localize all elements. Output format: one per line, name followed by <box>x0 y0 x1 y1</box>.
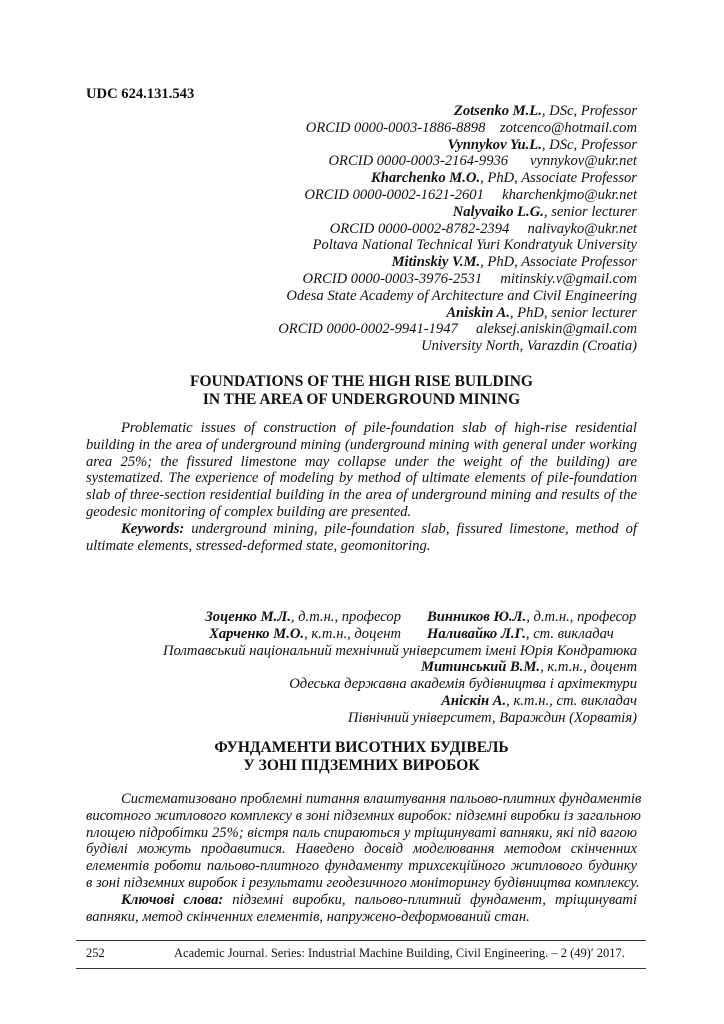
author-line <box>163 659 637 676</box>
udc-code: UDC 624.131.543 <box>86 86 195 102</box>
author-detail-line: ORCID 0000-0002-9941-1947 aleksej.aniskin@gmail.com <box>278 321 637 338</box>
keywords-label: Keywords: <box>121 520 185 537</box>
abstract-line: елементів роботи пальово-плитного фундаменту трихсекційного житлового будинку <box>86 858 637 875</box>
abstract-line: geodesic monitoring of complex building are presented. <box>86 503 412 520</box>
abstract-line: площею підробітки 25%; вістря паль спираються у тріщинуваті вапняки, які під вагою <box>86 824 637 841</box>
page-number: 252 <box>86 946 105 960</box>
author-title: , д.т.н., професор <box>290 609 401 625</box>
author-name: Винников Ю.Л. <box>427 609 527 625</box>
author-name: Харченко М.О. <box>209 625 305 642</box>
author-detail-line: ORCID 0000-0003-1886-8898 zotcenco@hotmail.com <box>305 119 637 136</box>
authors-ua <box>163 609 637 727</box>
author-title: , ст. викладач <box>525 625 614 642</box>
author-title: , к.т.н., ст. викладач <box>506 692 637 709</box>
keywords-line: вапняки, метод скінченних елементів, напружено-деформований стан. <box>86 908 530 925</box>
author-line <box>278 305 637 322</box>
title-ua <box>86 739 637 775</box>
abstract-line: висотного житлового комплексу в зоні підземних виробок: підземні виробки із загальною <box>86 807 641 824</box>
author-detail-line: University North, Varazdin (Croatia) <box>421 338 637 355</box>
author-title: , senior lecturer <box>543 203 637 220</box>
author-title: , PhD, Associate Professor <box>480 170 637 187</box>
title-line: FOUNDATIONS OF THE HIGH RISE BUILDING <box>190 373 533 390</box>
author-title: , д.т.н., професор <box>526 609 637 625</box>
author-name: Аніскін А. <box>441 692 507 709</box>
author-name: Mitinskiy V.M. <box>391 254 481 271</box>
author-detail-line: ORCID 0000-0003-2164-9936 vynnykov@ukr.net <box>328 153 637 170</box>
abstract-line: area 25%; the fissured limestone may collapse under the weight of the building) are <box>86 453 637 470</box>
title-en <box>86 373 637 409</box>
abstract-ua <box>86 791 642 925</box>
abstract-en <box>86 420 637 554</box>
author-name: Kharchenko M.O. <box>371 170 481 187</box>
affiliation: Одеська державна академія будівництва і архітектури <box>289 676 637 693</box>
author-name: Vynnykov Yu.L. <box>447 136 542 153</box>
author-line <box>278 254 637 271</box>
keywords-line: ultimate elements, stressed-deformed state, geomonitoring. <box>86 537 431 554</box>
author-detail-line: Poltava National Technical Yuri Kondratyuk University <box>312 237 637 254</box>
author-line <box>278 170 637 187</box>
author-title: , к.т.н., доцент <box>540 659 637 676</box>
abstract-line: slab of three-section residential building in the area of underground mining and results of the <box>86 487 637 504</box>
affiliation: Північний університет, Вараждин (Хорватія) <box>347 709 637 726</box>
title-line: IN THE AREA OF UNDERGROUND MINING <box>202 391 521 408</box>
author-name: Митинський В.М. <box>420 659 541 676</box>
author-line <box>163 693 637 710</box>
abstract-line: Problematic issues of construction of pile-foundation slab of high-rise residential <box>121 420 637 436</box>
author-title: , DSc, Professor <box>541 136 637 153</box>
abstract-line: будівлі можуть продавитися. Наведено досвід моделювання методом скінченних <box>86 841 637 858</box>
keywords-line <box>86 892 637 909</box>
author-detail-line: ORCID 0000-0003-3976-2531 mitinskiy.v@gmail.com <box>302 270 637 287</box>
keywords-text: underground mining, pile-foundation slab, fissured limestone, method of <box>184 520 637 537</box>
author-row <box>163 609 637 626</box>
author-line <box>278 137 637 154</box>
author-title: , к.т.н., доцент <box>304 625 401 642</box>
author-line <box>278 103 637 120</box>
author-detail-line: Odesa State Academy of Architecture and Civil Engineering <box>286 287 637 304</box>
author-name: Зоценко М.Л. <box>205 609 291 625</box>
author-name: Zotsenko M.L. <box>453 103 542 119</box>
author-name: Наливайко Л.Г. <box>427 625 526 642</box>
author-title: , DSc, Professor <box>541 103 637 119</box>
footer-rule-bottom <box>76 968 646 969</box>
abstract-line: Систематизовано проблемні питання влаштування пальово-плитних фундаментів <box>121 791 642 807</box>
abstract-line: building in the area of underground mining (underground mining with general under working <box>86 436 637 453</box>
title-line: ФУНДАМЕНТИ ВИСОТНИХ БУДІВЕЛЬ <box>214 739 509 756</box>
author-row <box>163 626 637 643</box>
affiliation: Полтавський національний технічний університет імені Юрія Кондратюка <box>163 642 637 659</box>
author-name: Nalyvaiko L.G. <box>452 203 544 220</box>
keywords-line <box>86 521 637 538</box>
keywords-text: підземні виробки, пальово-плитний фундамент, тріщинуваті <box>223 891 637 908</box>
keywords-label: Ключові слова: <box>121 891 224 908</box>
author-line <box>278 204 637 221</box>
author-detail-line: ORCID 0000-0002-1621-2601 kharchenkjmo@ukr.net <box>304 186 637 203</box>
author-name: Aniskin A. <box>446 304 510 321</box>
author-detail-line: ORCID 0000-0002-8782-2394 nalivayko@ukr.net <box>329 220 637 237</box>
author-title: , PhD, Associate Professor <box>480 254 637 271</box>
journal-name: Academic Journal. Series: Industrial Machine Building, Civil Engineering. – 2 (49)′ 2017. <box>174 946 625 960</box>
footer-rule-top <box>76 940 646 941</box>
author-title: , PhD, senior lecturer <box>509 304 637 321</box>
title-line: У ЗОНІ ПІДЗЕМНИХ ВИРОБОК <box>243 757 480 774</box>
abstract-line: в зоні підземних виробок і результати геодезичного моніторингу будівництва комплексу. <box>86 874 640 891</box>
abstract-line: systematized. The experience of modeling by method of ultimate elements of pile-foundation <box>86 470 637 487</box>
authors-en <box>278 103 637 355</box>
